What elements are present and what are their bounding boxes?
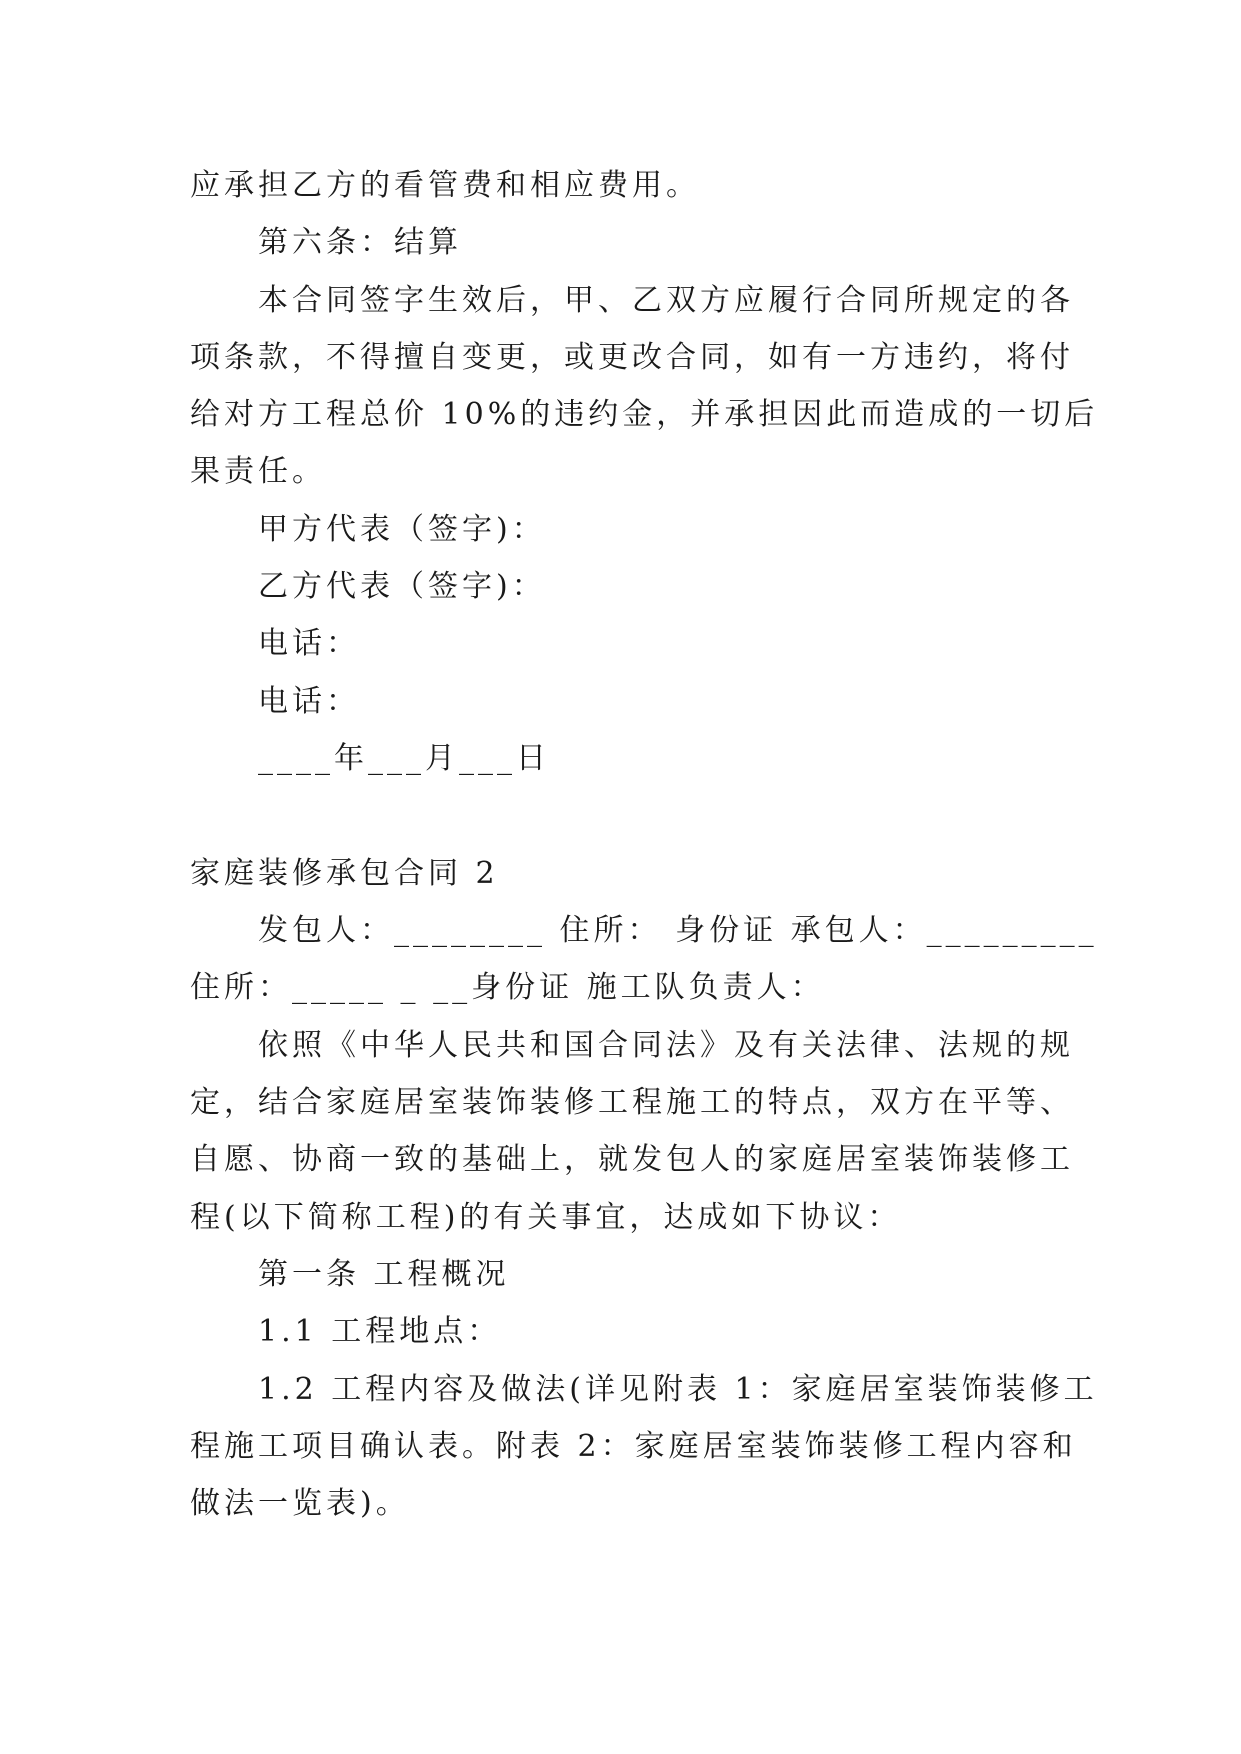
paragraph-line: 给对方工程总价 10%的违约金，并承担因此而造成的一切后	[190, 397, 1099, 432]
clause-line: 做法一览表)。	[190, 1486, 410, 1521]
paragraph-line: 果责任。	[190, 454, 326, 489]
parties-line: 住所：_____ _ __身份证 施工队负责人：	[190, 970, 825, 1005]
clause-line: 1.1 工程地点：	[258, 1314, 502, 1349]
paragraph-line: 定，结合家庭居室装饰装修工程施工的特点，双方在平等、	[190, 1085, 1074, 1120]
date-line: ____年___月___日	[258, 741, 550, 776]
signature-line-party-b: 乙方代表（签字)：	[258, 569, 546, 604]
phone-line: 电话：	[258, 626, 360, 661]
paragraph-line: 本合同签字生效后，甲、乙双方应履行合同所规定的各	[258, 283, 1074, 318]
paragraph-line: 程(以下简称工程)的有关事宜，达成如下协议：	[190, 1200, 902, 1235]
paragraph-line: 依照《中华人民共和国合同法》及有关法律、法规的规	[258, 1028, 1074, 1063]
phone-line: 电话：	[258, 684, 360, 719]
paragraph-line: 应承担乙方的看管费和相应费用。	[190, 168, 700, 203]
paragraph-line: 自愿、协商一致的基础上，就发包人的家庭居室装饰装修工	[190, 1142, 1074, 1177]
section-heading: 第六条：结算	[258, 225, 462, 260]
signature-line-party-a: 甲方代表（签字)：	[258, 512, 546, 547]
clause-line: 程施工项目确认表。附表 2：家庭居室装饰装修工程内容和	[190, 1429, 1077, 1464]
paragraph-line: 项条款，不得擅自变更，或更改合同，如有一方违约，将付	[190, 340, 1074, 375]
section-heading: 第一条 工程概况	[258, 1257, 510, 1292]
clause-line: 1.2 工程内容及做法(详见附表 1：家庭居室装饰装修工	[258, 1372, 1098, 1407]
document-title: 家庭装修承包合同 2	[190, 856, 499, 891]
parties-line: 发包人：________ 住所： 身份证 承包人：_________	[258, 913, 1098, 948]
